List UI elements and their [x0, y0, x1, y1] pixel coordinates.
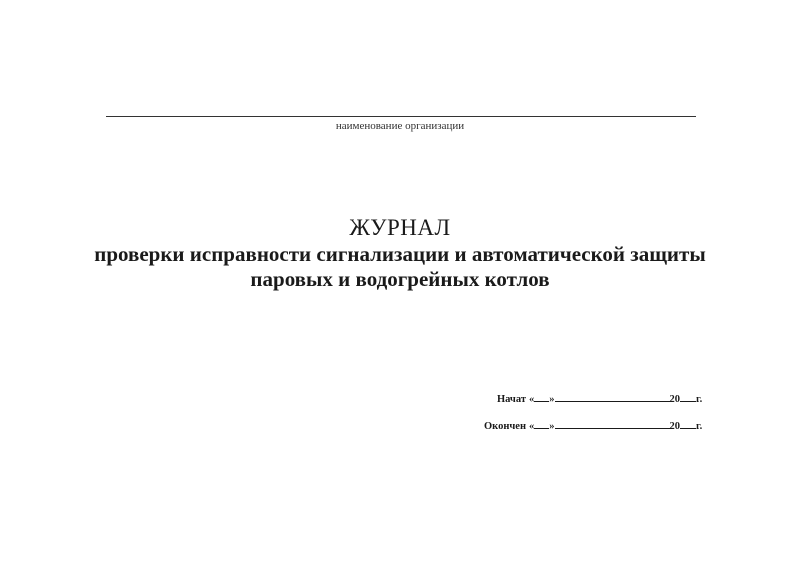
journal-title: ЖУРНАЛ [349, 215, 451, 240]
start-century: 20 [669, 394, 680, 405]
journal-subtitle-line-2: паровых и водогрейных котлов [250, 267, 550, 291]
end-open-quote: « [529, 421, 535, 432]
start-year-suffix: г. [696, 394, 703, 405]
end-close-quote: » [549, 421, 555, 432]
start-day-blank [534, 392, 549, 402]
title-block [0, 214, 800, 292]
end-century: 20 [669, 421, 680, 432]
end-date-label: Окончен [483, 421, 526, 432]
end-year-blank [680, 419, 696, 429]
journal-subtitle-line-1: проверки исправности сигнализации и автоматической защиты [94, 242, 706, 266]
organization-name-line [106, 116, 696, 117]
organization-name-caption: наименование организации [335, 120, 465, 132]
end-day-blank [534, 419, 549, 429]
start-date-row [478, 392, 738, 406]
start-open-quote: « [529, 394, 535, 405]
start-month-blank [555, 392, 670, 402]
start-close-quote: » [549, 394, 555, 405]
dates-block [478, 392, 738, 446]
start-year-blank [680, 392, 696, 402]
start-date-label: Начат [496, 394, 526, 405]
end-date-row [478, 419, 738, 433]
end-month-blank [555, 419, 670, 429]
end-year-suffix: г. [696, 421, 703, 432]
